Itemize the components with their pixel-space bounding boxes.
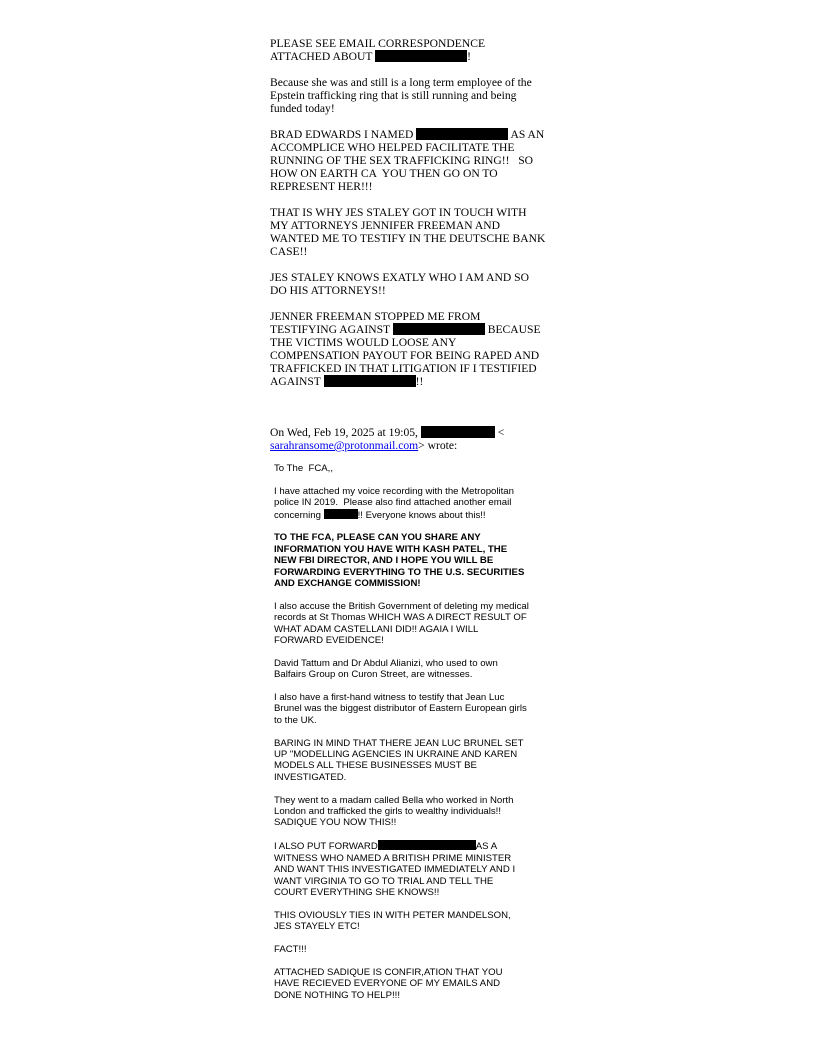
redaction-bar [421,426,495,438]
paragraph-3-text: BRAD EDWARDS I NAMED [270,128,417,141]
paragraph-1-end: ! [467,50,472,63]
redaction-bar [416,128,508,140]
paragraph-6-middle: BECAUSE THE VICTIMS WOULD LOOSE ANY COMPENSATION PAYOUT FOR BEING RAPED AND TRAFFICKED IN THAT LITIGATION IF I TESTIFIED AGAINST [270,323,541,388]
redaction-bar [324,509,358,519]
redaction-bar [393,323,485,335]
redaction-bar [324,375,416,387]
redaction-bar [378,840,476,850]
quoted-paragraph-9-end: AS A WITNESS WHO NAMED A BRITISH PRIME MINISTER AND WANT THIS INVESTIGATED IMMEDIATELY AND I WANT VIRGINIA TO GO TO TRIAL AND TELL THE COURT EVERYTHING SHE KNOWS!! [274,841,516,898]
quoted-paragraph-6: I also have a first-hand witness to testify that Jean Luc Brunel was the biggest distributor of Eastern European girls to the UK. [274,692,527,726]
quoted-paragraph-10: THIS OVIOUSLY TIES IN WITH PETER MANDELSON, JES STAYELY ETC! [274,909,511,933]
email-body-top [270,37,570,388]
quoted-paragraph-3: TO THE FCA, PLEASE CAN YOU SHARE ANY INFORMATION YOU HAVE WITH KASH PATEL, THE NEW FBI DIRECTOR, AND I HOPE YOU WILL BE FORWARDING EVERYTHING TO THE U.S. SECURITIES AND EXCHANGE COMMISSION! [274,532,525,590]
paragraph-4: THAT IS WHY JES STALEY GOT IN TOUCH WITH MY ATTORNEYS JENNIFER FREEMAN AND WANTED ME TO TESTIFY IN THE DEUTSCHE BANK CASE!! [270,206,546,258]
paragraph-6-end: !! [415,375,424,388]
reply-open-bracket: < [494,426,505,439]
quoted-email-body [274,463,544,1001]
paragraph-3 [270,128,570,193]
quoted-paragraph-11: FACT!!! [274,943,307,955]
quoted-paragraph-8: They went to a madam called Bella who worked in North London and trafficked the girls to wealthy individuals!! SADIQUE YOU NOW THIS!! [274,794,514,829]
sender-email-link[interactable]: sarahransome@protonmail.com [270,439,419,452]
quoted-paragraph-4: I also accuse the British Government of deleting my medical records at St Thomas WHICH WAS A DIRECT RESULT OF WHAT ADAM CASTELLANI DID!! AGAIA I WILL FORWARD EVEIDENCE! [274,600,529,647]
paragraph-6 [270,310,570,388]
quoted-paragraph-5: David Tattum and Dr Abdul Alianizi, who used to own Balfairs Group on Curon Street, are witnesses. [274,657,498,681]
paragraph-3-end: AS AN ACCOMPLICE WHO HELPED FACILITATE THE RUNNING OF THE SEX TRAFFICKING RING!! SO HOW ON EARTH CA YOU THEN GO ON TO REPRESENT HER!!! [270,128,545,193]
paragraph-1-text: PLEASE SEE EMAIL CORRESPONDENCE ATTACHED ABOUT [270,37,486,63]
paragraph-6-text: JENNER FREEMAN STOPPED ME FROM TESTIFYING AGAINST [270,310,481,336]
quoted-paragraph-2-end: !! Everyone knows about this!! [357,509,486,521]
quoted-paragraph-7: BARING IN MIND THAT THERE JEAN LUC BRUNEL SET UP "MODELLING AGENCIES IN UKRAINE AND KAREN MODELS ALL THESE BUSINESSES MUST BE INVESTIGATED. [274,737,524,783]
reply-header [270,426,570,452]
quoted-paragraph-2-text: I have attached my voice recording with the Metropolitan police IN 2019. Please also find attached another email concerning [274,485,514,521]
quoted-paragraph-12: ATTACHED SADIQUE IS CONFIR,ATION THAT YOU HAVE RECIEVED EVERYONE OF MY EMAILS AND DONE NOTHING TO HELP!!! [274,966,503,1001]
reply-wrote: > wrote: [418,439,458,452]
reply-date: On Wed, Feb 19, 2025 at 19:05, [270,426,421,439]
paragraph-5: JES STALEY KNOWS EXATLY WHO I AM AND SO DO HIS ATTORNEYS!! [270,271,529,297]
paragraph-1 [270,37,570,63]
quoted-paragraph-9-text: I ALSO PUT FORWARD [274,841,378,853]
quoted-greeting: To The FCA,, [274,463,334,474]
quoted-paragraph-2 [274,486,544,521]
quoted-paragraph-9 [274,840,544,898]
redaction-bar [375,50,467,62]
paragraph-2: Because she was and still is a long term employee of the Epstein trafficking ring that is still running and being funded today! [270,76,532,115]
